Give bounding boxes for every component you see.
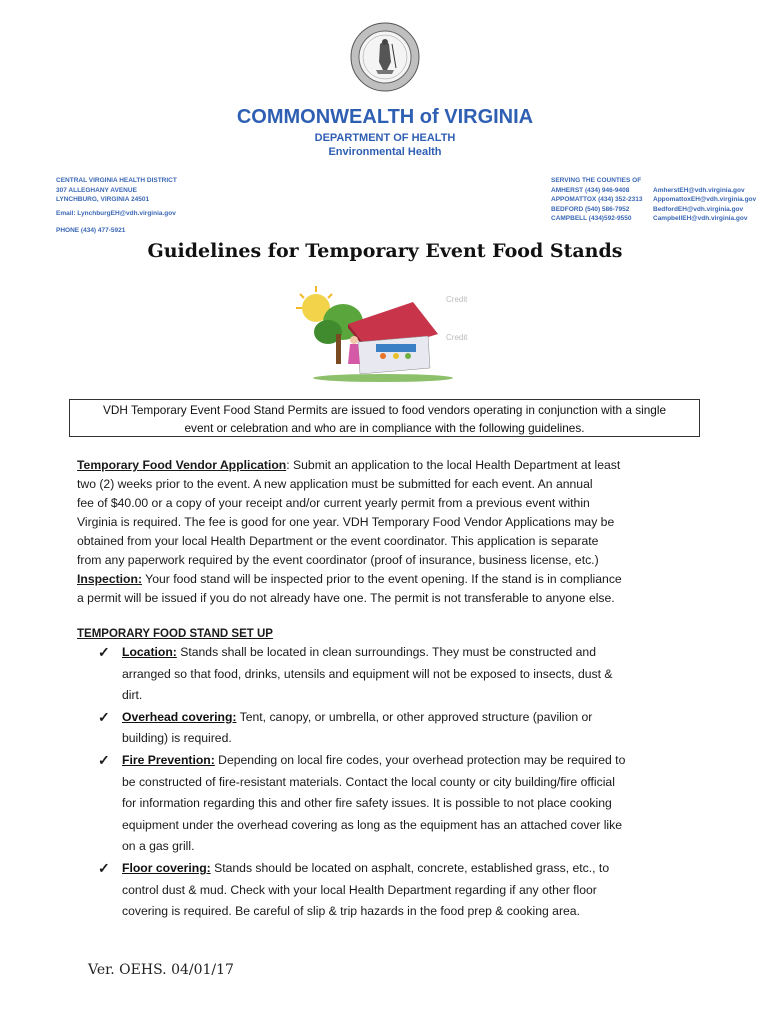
list-item bbox=[98, 642, 718, 707]
list-item bbox=[98, 750, 718, 858]
department-name: DEPARTMENT OF HEALTH bbox=[314, 132, 456, 144]
list-item bbox=[98, 858, 718, 923]
location-label: Location: bbox=[122, 645, 177, 659]
district-city: LYNCHBURG, VIRGINIA 24501 bbox=[56, 196, 150, 203]
fire-line-5: on a gas grill. bbox=[122, 839, 195, 854]
org-title: COMMONWEALTH of VIRGINIA bbox=[236, 106, 534, 128]
fire-line-1: Depending on local fire codes, your overhead protection may be required to bbox=[214, 752, 626, 767]
overhead-line-2: building) is required. bbox=[122, 731, 232, 746]
check-icon: ✓ bbox=[98, 708, 110, 725]
floor-line-1: Stands should be located on asphalt, concrete, established grass, etc., to bbox=[210, 860, 610, 875]
application-line-4: Virginia is required. The fee is good for one year. VDH Temporary Food Vendor Applications may be bbox=[77, 515, 615, 529]
district-name: CENTRAL VIRGINIA HEALTH DISTRICT bbox=[56, 177, 177, 184]
county-appomattox: APPOMATTOX (434) 352-2313 bbox=[551, 196, 643, 203]
notice-line-1: VDH Temporary Event Food Stand Permits are issued to food vendors operating in conjunction with a single bbox=[102, 403, 667, 417]
version-footer: Ver. OEHS. 04/01/17 bbox=[88, 962, 234, 978]
fire-line-4: equipment under the overhead covering as long as the equipment has an attached cover like bbox=[122, 817, 623, 832]
county-bedford: BEDFORD (540) 586-7952 bbox=[551, 206, 630, 213]
inspection-label: Inspection: bbox=[77, 572, 143, 586]
caption-bottom: Credit bbox=[446, 333, 468, 342]
email-bedford-link[interactable]: BedfordEH@vdh.virginia.gov bbox=[653, 206, 744, 213]
email-appomattox-link[interactable]: AppomattoxEH@vdh.virginia.gov bbox=[653, 196, 757, 203]
application-line-3: fee of $40.00 or a copy of your receipt and/or current yearly permit from a previous event within bbox=[77, 496, 590, 510]
check-icon: ✓ bbox=[98, 751, 110, 768]
location-line-1: Stands shall be located in clean surroundings. They must be constructed and bbox=[176, 645, 596, 659]
district-email-link[interactable]: Email: LynchburgEH@vdh.virginia.gov bbox=[56, 210, 176, 217]
food-stand-clipart-icon bbox=[288, 284, 478, 384]
application-line-6: from any paperwork required by the event coordinator (proof of insurance, business license, etc.) bbox=[77, 553, 599, 567]
division-name: Environmental Health bbox=[328, 146, 442, 158]
email-amherst-link[interactable]: AmherstEH@vdh.virginia.gov bbox=[653, 187, 745, 194]
floor-line-3: covering is required. Be careful of slip & trip hazards in the food prep & cooking area. bbox=[122, 904, 580, 919]
application-line-5: obtained from your local Health Department or the event coordinator. This application is separate bbox=[77, 534, 599, 548]
overhead-line-1: Tent, canopy, or umbrella, or other approved structure (pavilion or bbox=[236, 709, 593, 724]
check-icon: ✓ bbox=[98, 859, 110, 876]
district-street: 307 ALLEGHANY AVENUE bbox=[56, 187, 137, 194]
county-amherst: AMHERST (434) 946-9408 bbox=[551, 187, 630, 194]
caption-top: Credit bbox=[446, 295, 468, 304]
page-title: Guidelines for Temporary Event Food Stands bbox=[147, 240, 623, 262]
application-line-2: two (2) weeks prior to the event. A new application must be submitted for each event. An annual bbox=[77, 477, 593, 491]
location-line-3: dirt. bbox=[122, 688, 143, 703]
setup-list bbox=[98, 642, 718, 923]
virginia-seal-icon bbox=[350, 22, 420, 92]
floor-label: Floor covering: bbox=[122, 860, 211, 875]
application-label: Temporary Food Vendor Application bbox=[77, 458, 287, 472]
inspection-line-1: Your food stand will be inspected prior to the event opening. If the stand is in compliance bbox=[142, 572, 622, 586]
fire-label: Fire Prevention: bbox=[122, 752, 215, 767]
setup-heading: TEMPORARY FOOD STAND SET UP bbox=[77, 628, 273, 640]
counties-heading: SERVING THE COUNTIES OF bbox=[551, 177, 642, 184]
application-paragraph bbox=[77, 456, 717, 608]
floor-line-2: control dust & mud. Check with your local Health Department regarding if any other floor bbox=[122, 882, 597, 897]
county-campbell: CAMPBELL (434)592-9550 bbox=[551, 215, 632, 222]
email-campbell-link[interactable]: CampbellEH@vdh.virginia.gov bbox=[653, 215, 748, 222]
location-line-2: arranged so that food, drinks, utensils and equipment will not be exposed to insects, dust & bbox=[122, 666, 613, 681]
list-item bbox=[98, 707, 718, 750]
notice-line-2: event or celebration and who are in compliance with the following guidelines. bbox=[184, 421, 585, 435]
fire-line-2: be constructed of fire-resistant materials. Contact the local county or city building/fire official bbox=[122, 774, 615, 789]
fire-line-3: for information regarding this and other fire safety issues. It is possible to not place cooking bbox=[122, 796, 612, 811]
inspection-line-2: a permit will be issued if you do not already have one. The permit is not transferable to anyone else. bbox=[77, 591, 615, 605]
district-phone: PHONE (434) 477-5921 bbox=[56, 227, 126, 234]
check-icon: ✓ bbox=[98, 644, 110, 660]
notice-box bbox=[69, 399, 700, 437]
clipart-caption bbox=[446, 295, 468, 342]
overhead-label: Overhead covering: bbox=[122, 709, 237, 724]
application-line-1: : Submit an application to the local Health Department at least bbox=[286, 458, 621, 472]
